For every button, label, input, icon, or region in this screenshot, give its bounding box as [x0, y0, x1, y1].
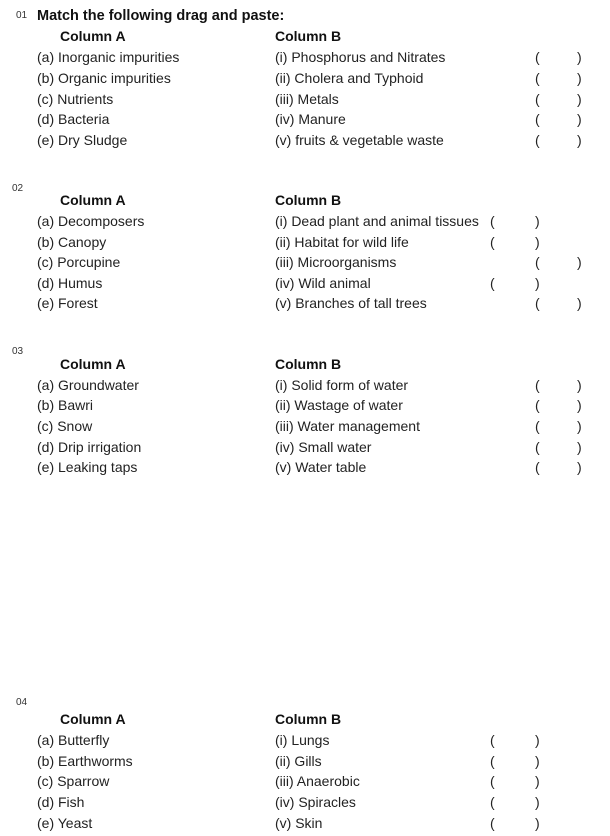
answer-close-paren: ): [577, 49, 582, 65]
answer-close-paren: ): [577, 397, 582, 413]
column-b-item: (iv) Wild animal: [275, 275, 371, 291]
answer-open-paren[interactable]: (: [490, 753, 495, 769]
column-b-item: (iii) Anaerobic: [275, 773, 360, 789]
column-a-item: (e) Leaking taps: [37, 459, 138, 475]
column-b-item: (v) fruits & vegetable waste: [275, 132, 444, 148]
answer-close-paren: ): [577, 377, 582, 393]
column-a-item: (c) Porcupine: [37, 254, 121, 270]
answer-close-paren: ): [535, 815, 540, 831]
column-b-heading: Column B: [275, 356, 342, 372]
answer-close-paren: ): [577, 459, 582, 475]
column-a-item: (e) Forest: [37, 295, 98, 311]
page-title: Match the following drag and paste:: [37, 8, 285, 24]
answer-open-paren[interactable]: (: [535, 459, 540, 475]
column-a-heading: Column A: [60, 192, 126, 208]
column-a-item: (c) Nutrients: [37, 91, 114, 107]
column-b-item: (iv) Manure: [275, 111, 346, 127]
answer-open-paren[interactable]: (: [535, 254, 540, 270]
column-b-item: (iv) Small water: [275, 439, 372, 455]
answer-open-paren[interactable]: (: [535, 49, 540, 65]
column-a-item: (b) Bawri: [37, 397, 94, 413]
answer-close-paren: ): [577, 132, 582, 148]
answer-open-paren[interactable]: (: [535, 439, 540, 455]
answer-close-paren: ): [535, 275, 540, 291]
column-a-item: (a) Butterfly: [37, 732, 110, 748]
column-a-heading: Column A: [60, 28, 126, 44]
column-a-item: (c) Sparrow: [37, 773, 110, 789]
column-b-item: (iii) Microorganisms: [275, 254, 397, 270]
column-b-item: (i) Dead plant and animal tissues: [275, 213, 479, 229]
answer-open-paren[interactable]: (: [535, 377, 540, 393]
column-a-item: (b) Earthworms: [37, 753, 133, 769]
column-b-heading: Column B: [275, 711, 342, 727]
answer-open-paren[interactable]: (: [535, 70, 540, 86]
column-b-heading: Column B: [275, 28, 342, 44]
column-a-item: (a) Inorganic impurities: [37, 49, 180, 65]
answer-open-paren[interactable]: (: [535, 132, 540, 148]
answer-open-paren[interactable]: (: [535, 111, 540, 127]
column-a-item: (e) Dry Sludge: [37, 132, 128, 148]
answer-close-paren: ): [535, 753, 540, 769]
answer-close-paren: ): [535, 794, 540, 810]
answer-close-paren: ): [535, 234, 540, 250]
question-number: 02: [12, 183, 24, 194]
column-b-item: (ii) Cholera and Typhoid: [275, 70, 424, 86]
column-a-item: (d) Fish: [37, 794, 85, 810]
column-b-heading: Column B: [275, 192, 342, 208]
column-a-heading: Column A: [60, 356, 126, 372]
question-number: 03: [12, 346, 24, 357]
column-a-item: (d) Bacteria: [37, 111, 110, 127]
answer-close-paren: ): [577, 254, 582, 270]
column-a-item: (a) Decomposers: [37, 213, 145, 229]
column-a-item: (e) Yeast: [37, 815, 93, 831]
column-b-item: (iv) Spiracles: [275, 794, 356, 810]
answer-open-paren[interactable]: (: [490, 213, 495, 229]
answer-close-paren: ): [535, 213, 540, 229]
answer-open-paren[interactable]: (: [535, 91, 540, 107]
answer-close-paren: ): [577, 111, 582, 127]
column-b-item: (ii) Gills: [275, 753, 322, 769]
question-number: 04: [16, 697, 28, 708]
column-b-item: (ii) Habitat for wild life: [275, 234, 409, 250]
column-b-item: (ii) Wastage of water: [275, 397, 403, 413]
question-number: 01: [16, 10, 28, 21]
answer-open-paren[interactable]: (: [535, 418, 540, 434]
answer-open-paren[interactable]: (: [490, 732, 495, 748]
column-b-item: (i) Solid form of water: [275, 377, 409, 393]
column-a-item: (b) Canopy: [37, 234, 107, 250]
column-b-item: (i) Phosphorus and Nitrates: [275, 49, 446, 65]
column-b-item: (iii) Metals: [275, 91, 339, 107]
column-a-item: (b) Organic impurities: [37, 70, 171, 86]
answer-open-paren[interactable]: (: [535, 397, 540, 413]
answer-close-paren: ): [577, 439, 582, 455]
column-b-item: (v) Water table: [275, 459, 367, 475]
answer-close-paren: ): [577, 91, 582, 107]
column-a-item: (c) Snow: [37, 418, 93, 434]
column-b-item: (iii) Water management: [275, 418, 420, 434]
column-a-item: (a) Groundwater: [37, 377, 139, 393]
column-b-item: (v) Branches of tall trees: [275, 295, 427, 311]
answer-close-paren: ): [577, 295, 582, 311]
answer-open-paren[interactable]: (: [490, 794, 495, 810]
answer-open-paren[interactable]: (: [490, 815, 495, 831]
answer-close-paren: ): [535, 732, 540, 748]
column-b-item: (i) Lungs: [275, 732, 330, 748]
column-a-item: (d) Drip irrigation: [37, 439, 142, 455]
column-a-item: (d) Humus: [37, 275, 103, 291]
column-b-item: (v) Skin: [275, 815, 323, 831]
answer-open-paren[interactable]: (: [535, 295, 540, 311]
answer-open-paren[interactable]: (: [490, 275, 495, 291]
answer-close-paren: ): [577, 418, 582, 434]
answer-close-paren: ): [535, 773, 540, 789]
column-a-heading: Column A: [60, 711, 126, 727]
answer-open-paren[interactable]: (: [490, 773, 495, 789]
answer-open-paren[interactable]: (: [490, 234, 495, 250]
answer-close-paren: ): [577, 70, 582, 86]
